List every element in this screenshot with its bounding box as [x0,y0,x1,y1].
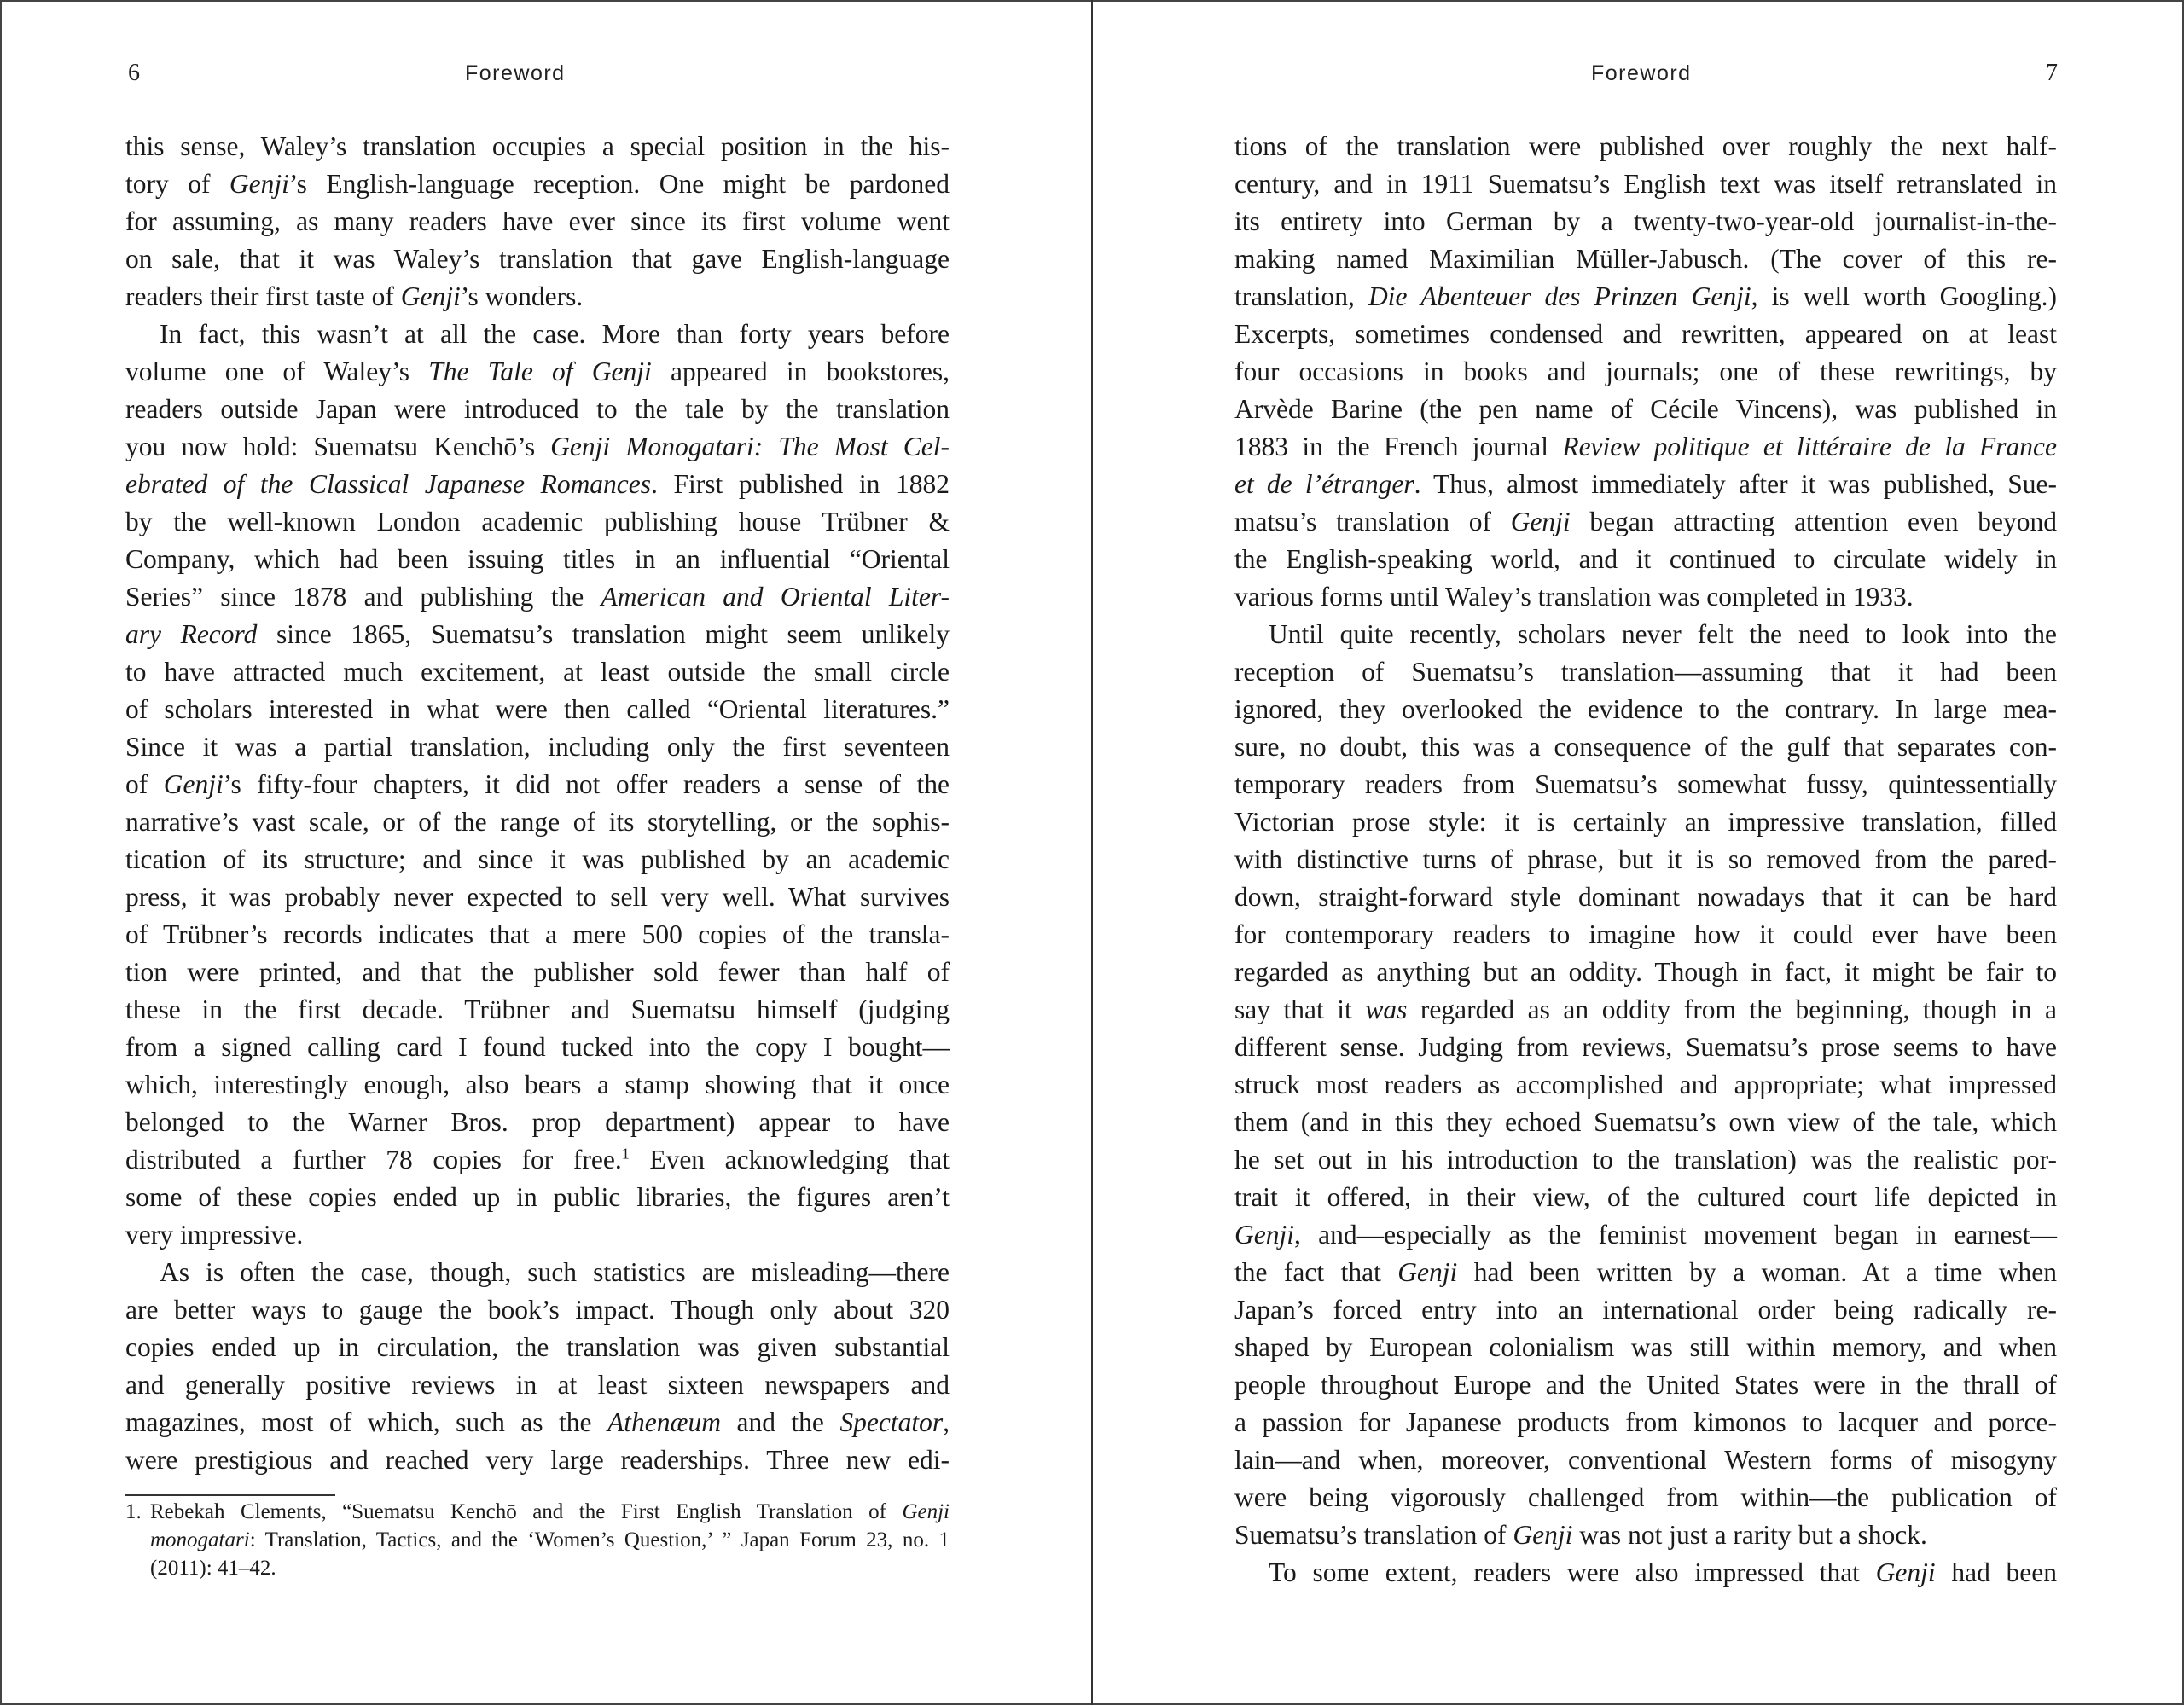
text-segment: struck most readers as accomplished and appropriate; what impressed [1234,1070,2057,1099]
text-line [125,241,950,278]
text-segment: et de l’étranger [1234,469,1414,499]
text-segment: readers their first taste of [125,281,401,311]
text-segment: distributed a further 78 copies for free. [125,1145,622,1174]
text-line [1234,1404,2057,1441]
text-line [1234,391,2057,428]
text-segment: tory of [125,169,229,199]
text-segment: Company, which had been issuing titles in an influential “Oriental [125,544,950,574]
text-segment: are better ways to gauge the book’s impact. Though only about 320 [125,1295,950,1325]
text-line [1234,916,2057,954]
footnote [125,1498,950,1582]
text-line [125,766,950,803]
text-line [1234,1517,2057,1554]
text-segment: ’s English-language reception. One might be pardoned [288,169,950,199]
text-line [125,916,950,954]
text-segment: Spectator [839,1407,944,1437]
text-segment: temporary readers from Suematsu’s somewhat fussy, quintessentially [1234,769,2057,799]
text-segment: you now hold: Suematsu Kenchō’s [125,432,551,461]
text-line [125,1404,950,1441]
text-segment: In fact, this wasn’t at all the case. More than forty years before [160,319,950,349]
text-segment: of [125,769,164,799]
text-line [1234,278,2057,316]
text-line [125,1329,950,1366]
text-line [1234,1254,2057,1291]
left-page-body [125,128,950,1479]
text-segment: copies ended up in circulation, the translation was given substantial [125,1332,950,1362]
text-line [125,991,950,1029]
text-segment: Genji [1234,1220,1294,1250]
text-segment: were prestigious and reached very large readerships. Three new edi- [125,1445,950,1475]
text-segment: he set out in his introduction to the translation) was the realistic por- [1234,1145,2057,1174]
text-line [125,1141,950,1179]
text-segment: press, it was probably never expected to sell very well. What survives [125,882,950,912]
text-segment: with distinctive turns of phrase, but it is so removed from the pared- [1234,844,2057,874]
text-segment: regarded as anything but an oddity. Though in fact, it might be fair to [1234,957,2057,987]
text-segment: was [1365,995,1408,1024]
text-line [1234,503,2057,541]
text-segment: To some extent, readers were also impressed that [1269,1557,1876,1587]
text-segment: As is often the case, though, such statistics are misleading—there [160,1257,950,1287]
text-segment: were being vigorously challenged from within—the publication of [1234,1482,2057,1512]
text-line [1234,991,2057,1029]
text-line [125,1291,950,1329]
text-segment: on sale, that it was Waley’s translation that gave English-language [125,244,950,274]
text-segment: people throughout Europe and the United States were in the thrall of [1234,1370,2057,1400]
text-line [1234,541,2057,578]
text-line [1234,691,2057,728]
text-segment: . Thus, almost immediately after it was published, Sue- [1414,469,2057,499]
text-segment: American and Oriental Liter- [601,582,950,612]
text-line [1234,1479,2057,1517]
text-segment: Victorian prose style: it is certainly an impressive translation, filled [1234,807,2057,837]
text-line [125,1441,950,1479]
text-line [1234,203,2057,241]
text-segment: . First published in 1882 [651,469,950,499]
text-segment: The Tale of Genji [428,357,652,386]
text-line [125,541,950,578]
text-line [125,1216,950,1254]
text-segment: the fact that [1234,1257,1398,1287]
text-segment: to have attracted much excitement, at least outside the small circle [125,657,950,687]
text-line [1234,1141,2057,1179]
text-line [1234,316,2057,353]
text-line [125,316,950,353]
text-line [125,1366,950,1404]
text-segment: Athenæum [607,1407,721,1437]
text-segment: narrative’s vast scale, or of the range of its storytelling, or the sophis- [125,807,950,837]
text-line [125,428,950,466]
text-line [125,954,950,991]
text-segment: belonged to the Warner Bros. prop department) appear to have [125,1107,950,1137]
text-segment: appeared in bookstores, [651,357,950,386]
text-segment: was not just a rarity but a shock. [1572,1520,1927,1550]
text-segment: making named Maximilian Müller-Jabusch. (The cover of this re- [1234,244,2057,274]
text-segment: lain—and when, moreover, conventional Western forms of misogyny [1234,1445,2057,1475]
text-segment: volume one of Waley’s [125,357,429,386]
text-segment: say that it [1234,995,1366,1024]
text-segment: and the [720,1407,840,1437]
text-segment: Genji [1875,1557,1936,1587]
text-segment: magazines, most of which, such as the [125,1407,607,1437]
text-segment: of Trübner’s records indicates that a mere 500 copies of the transla- [125,919,950,949]
text-line [1234,616,2057,653]
text-segment: Series” since 1878 and publishing the [125,582,601,612]
text-segment: for contemporary readers to imagine how it could ever have been [1234,919,2057,949]
text-segment: down, straight-forward style dominant nowadays that it can be hard [1234,882,2057,912]
text-segment: ebrated of the Classical Japanese Romances [125,469,652,499]
text-segment: different sense. Judging from reviews, Suematsu’s prose seems to have [1234,1032,2057,1062]
text-segment: these in the first decade. Trübner and Suematsu himself (judging [125,995,950,1024]
text-segment: this sense, Waley’s translation occupies a special position in the his- [125,131,950,161]
text-segment: had been written by a woman. At a time when [1457,1257,2057,1287]
text-segment: Suematsu’s translation of [1234,1520,1513,1550]
text-segment: ignored, they overlooked the evidence to the contrary. In large mea- [1234,694,2057,724]
text-line [1234,803,2057,841]
text-segment: tion were printed, and that the publisher sold fewer than half of [125,957,950,987]
text-line [125,1104,950,1141]
text-segment: various forms until Waley’s translation was completed in 1933. [1234,582,1914,612]
text-line [125,879,950,916]
text-line [125,391,950,428]
text-line [125,728,950,766]
text-segment: Review politique et littéraire de la France [1562,432,2057,461]
text-line [125,1066,950,1104]
text-segment: Japan’s forced entry into an international order being radically re- [1234,1295,2057,1325]
text-line [1234,1329,2057,1366]
text-line [125,1254,950,1291]
text-line [125,353,950,391]
text-segment: Excerpts, sometimes condensed and rewritten, appeared on at least [1234,319,2057,349]
text-line [1234,428,2057,466]
text-line [1234,728,2057,766]
text-line [1234,1216,2057,1254]
text-line [1234,1066,2057,1104]
text-segment: tication of its structure; and since it was published by an academic [125,844,950,874]
text-segment: and generally positive reviews in at least sixteen newspapers and [125,1370,950,1400]
text-segment: readers outside Japan were introduced to the tale by the translation [125,394,950,424]
text-segment: Even acknowledging that [629,1145,950,1174]
text-segment: them (and in this they echoed Suematsu’s own view of the tale, which [1234,1107,2057,1137]
text-segment: for assuming, as many readers have ever since its first volume went [125,206,950,236]
text-segment: four occasions in books and journals; one of these rewritings, by [1234,357,2057,386]
text-line [125,1029,950,1066]
text-segment: , and—especially as the feminist movement began in earnest— [1293,1220,2057,1250]
text-segment: regarded as an oddity from the beginning, though in a [1407,995,2057,1024]
text-segment: Genji [1510,507,1571,536]
left-page-number: 6 [128,60,140,86]
text-line [1234,1441,2057,1479]
text-segment: had been [1935,1557,2057,1587]
text-line [1234,353,2057,391]
text-segment: from a signed calling card I found tucked into the copy I bought— [125,1032,950,1062]
text-line [125,466,950,503]
text-line [1234,1104,2057,1141]
text-line [1234,766,2057,803]
text-segment: trait it offered, in their view, of the cultured court life depicted in [1234,1182,2057,1212]
text-line [125,578,950,616]
text-line [1234,241,2057,278]
text-segment: reception of Suematsu’s translation—assuming that it had been [1234,657,2057,687]
text-line [125,128,950,165]
text-segment: very impressive. [125,1220,304,1250]
text-segment: Genji [1513,1520,1573,1550]
text-line [1234,1554,2057,1592]
text-segment: Arvède Barine (the pen name of Cécile Vincens), was published in [1234,394,2057,424]
footnote-text [150,1498,950,1582]
text-line [1234,954,2057,991]
text-line [125,803,950,841]
footnote-number: 1. [125,1500,142,1523]
text-segment: Genji [400,281,461,311]
text-segment: the English-speaking world, and it continued to circulate widely in [1234,544,2057,574]
text-segment: translation, [1234,281,1368,311]
text-segment: shaped by European colonialism was still within memory, and when [1234,1332,2057,1362]
right-page-body [1234,128,2057,1592]
text-line [1234,578,2057,616]
text-segment: Genji [163,769,224,799]
footnote-part: : Translation, Tactics, and the ‘Women’s Question,’ ” Japan Forum 23, no. 1 (2011): 41–42. [150,1528,950,1580]
text-line [125,653,950,691]
text-segment: sure, no doubt, this was a consequence of the gulf that separates con- [1234,732,2057,762]
text-segment: century, and in 1911 Suematsu’s English text was itself retranslated in [1234,169,2057,199]
text-segment: Genji [1397,1257,1458,1287]
text-segment: since 1865, Suematsu’s translation might seem unlikely [257,619,950,649]
text-segment: Genji Monogatari: The Most Cel- [550,432,950,461]
text-line [1234,879,2057,916]
footnote-part: Rebekah Clements, “Suematsu Kenchō and the First English Translation of [150,1500,903,1523]
text-segment: of scholars interested in what were then called “Oriental literatures.” [125,694,950,724]
text-segment: , is well worth Googling.) [1751,281,2057,311]
text-segment: ’s fifty-four chapters, it did not offer readers a sense of the [223,769,950,799]
text-segment: Until quite recently, scholars never felt the need to look into the [1269,619,2057,649]
text-line [125,616,950,653]
text-line [1234,165,2057,203]
right-page-number: 7 [2046,60,2058,86]
footnote-rule [125,1494,335,1496]
text-line [125,503,950,541]
footnote-reference: 1 [621,1145,630,1163]
text-segment: matsu’s translation of [1234,507,1511,536]
text-line [1234,1366,2057,1404]
text-line [1234,1029,2057,1066]
text-segment: , [943,1407,950,1437]
text-line [125,278,950,316]
text-segment: which, interestingly enough, also bears a stamp showing that it once [125,1070,950,1099]
text-segment: by the well-known London academic publishing house Trübner & [125,507,950,536]
text-line [125,691,950,728]
text-segment: ary Record [125,619,258,649]
text-line [125,165,950,203]
page-gutter-divider [1091,0,1093,1705]
text-line [1234,128,2057,165]
footnote-italic-title: Genji monogatari [150,1500,950,1551]
right-running-head: Foreword [1591,61,1692,85]
text-segment: a passion for Japanese products from kimonos to lacquer and porce- [1234,1407,2057,1437]
text-line [125,841,950,879]
text-line [125,1179,950,1216]
left-running-head: Foreword [465,61,566,85]
text-line [1234,653,2057,691]
text-line [1234,1291,2057,1329]
text-segment: some of these copies ended up in public libraries, the figures aren’t [125,1182,950,1212]
text-line [125,203,950,241]
text-segment: Since it was a partial translation, including only the first seventeen [125,732,950,762]
text-line [1234,841,2057,879]
text-line [1234,1179,2057,1216]
text-segment: Die Abenteuer des Prinzen Genji [1368,281,1751,311]
text-segment: 1883 in the French journal [1234,432,1563,461]
text-segment: Genji [229,169,289,199]
text-line [1234,466,2057,503]
text-segment: tions of the translation were published over roughly the next half- [1234,131,2057,161]
text-segment: its entirety into German by a twenty-two-year-old journalist-in-the- [1234,206,2057,236]
text-segment: ’s wonders. [460,281,584,311]
text-segment: began attracting attention even beyond [1570,507,2057,536]
